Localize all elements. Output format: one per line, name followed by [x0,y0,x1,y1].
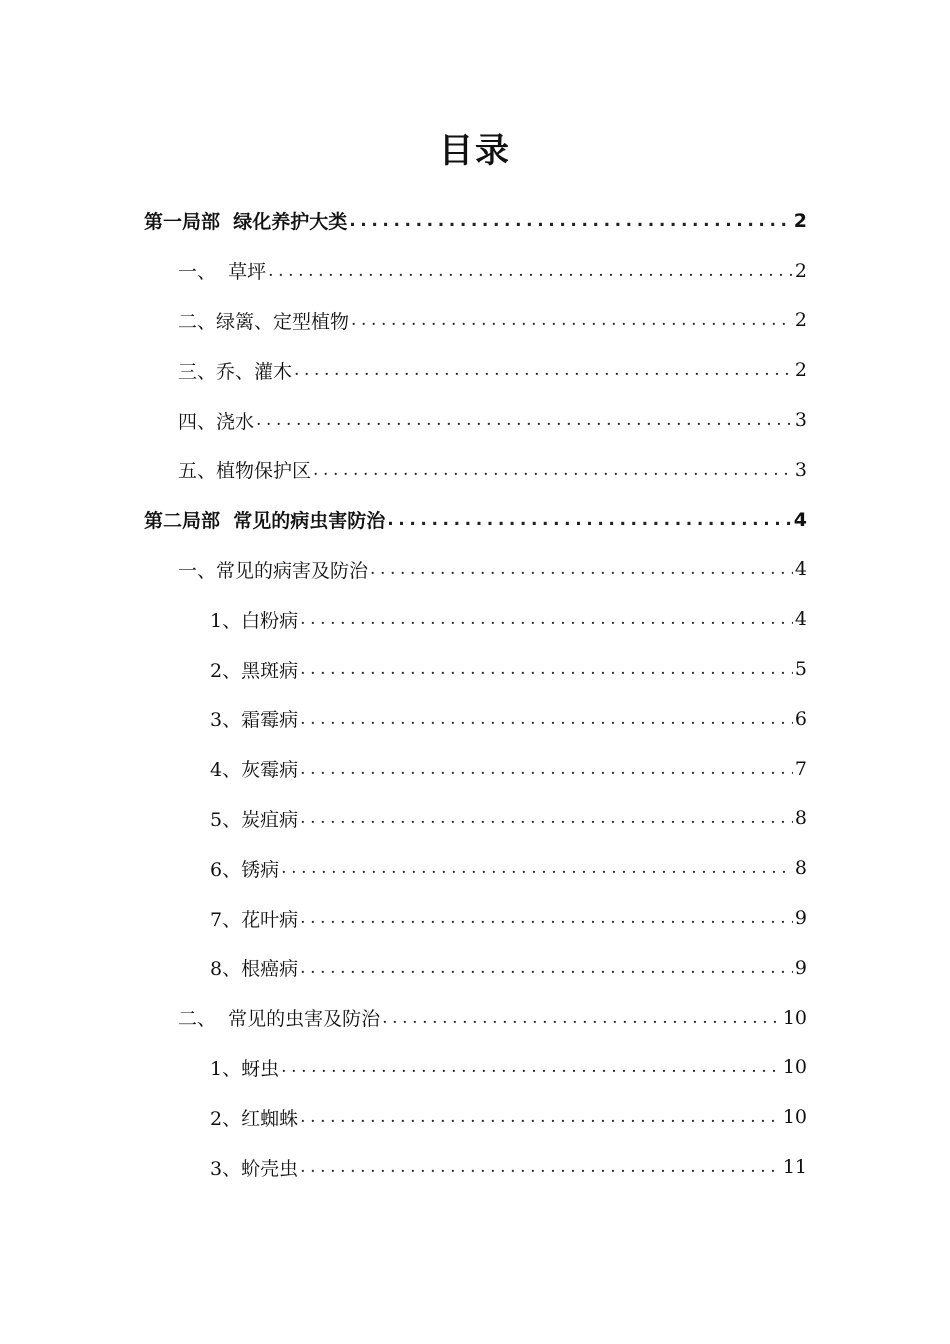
toc-entry[interactable] [0,993,950,1043]
toc-list [0,196,950,1192]
toc-entry-leader [300,908,793,928]
toc-entry-leader [294,360,793,380]
toc-entry[interactable] [0,1043,950,1093]
toc-entry-page: 10 [782,1056,807,1079]
toc-entry-page: 4 [793,508,807,531]
toc-entry[interactable] [0,794,950,844]
toc-entry-page: 5 [794,658,807,681]
toc-entry-leader [300,958,793,978]
toc-entry[interactable] [0,495,950,545]
toc-entry-label: 8、根癌病 [210,958,299,981]
toc-entry-label: 6、锈病 [210,858,280,881]
toc-entry[interactable] [0,893,950,943]
toc-entry-page: 4 [794,558,807,581]
toc-entry-leader [300,659,793,679]
toc-entry-label: 一、常见的病害及防治 [178,559,369,582]
toc-entry[interactable] [0,644,950,694]
toc-entry-leader [300,808,793,828]
toc-entry-leader [300,1157,781,1177]
toc-entry-leader [281,1057,781,1077]
toc-entry-page: 9 [794,907,807,930]
toc-entry[interactable] [0,545,950,595]
toc-entry-leader [256,410,793,430]
toc-entry-leader [351,310,793,330]
toc-entry[interactable] [0,843,950,893]
toc-entry-label: 3、蚧壳虫 [210,1157,299,1180]
toc-entry-page: 8 [794,857,807,880]
toc-entry[interactable] [0,1142,950,1192]
toc-entry[interactable] [0,1092,950,1142]
toc-entry-page: 2 [794,259,807,282]
toc-entry-page: 3 [794,409,807,432]
toc-entry-page: 8 [794,807,807,830]
toc-entry-page: 2 [794,309,807,332]
toc-entry-leader [300,1107,781,1127]
toc-entry-page: 7 [794,757,807,780]
toc-entry-label: 2、红蜘蛛 [210,1107,299,1130]
toc-entry-leader [370,559,793,579]
toc-entry-label: 5、炭疽病 [210,808,299,831]
toc-entry-label: 二、绿篱、定型植物 [178,310,350,333]
toc-entry-page: 2 [794,359,807,382]
toc-entry-label: 四、浇水 [178,410,255,433]
toc-entry-page: 10 [782,1106,807,1129]
toc-entry[interactable] [0,395,950,445]
toc-entry-page: 4 [794,608,807,631]
toc-entry-label: 4、灰霉病 [210,759,299,782]
toc-entry-leader [300,609,793,629]
toc-entry-label: 五、植物保护区 [178,460,312,483]
toc-entry[interactable] [0,943,950,993]
toc-entry-leader [382,1008,781,1028]
toc-entry-label: 一、 草坪 [178,261,267,284]
toc-entry-page: 11 [782,1156,807,1179]
toc-entry-label: 1、白粉病 [210,609,299,632]
toc-entry-leader [268,261,793,281]
toc-entry[interactable] [0,594,950,644]
toc-entry-page: 6 [794,707,807,730]
toc-entry-leader [300,709,793,729]
toc-entry-page: 3 [794,458,807,481]
toc-entry-label: 3、霜霉病 [210,709,299,732]
toc-entry-leader [281,858,793,878]
toc-entry-page: 9 [794,956,807,979]
toc-title: 目录 [439,131,511,171]
toc-entry-leader [300,759,793,779]
toc-entry[interactable] [0,196,950,246]
toc-entry-page: 2 [793,209,807,232]
toc-entry[interactable] [0,445,950,495]
toc-entry-label: 2、黑斑病 [210,659,299,682]
toc-entry[interactable] [0,744,950,794]
toc-entry[interactable] [0,296,950,346]
toc-entry[interactable] [0,345,950,395]
toc-entry-label: 三、乔、灌木 [178,360,293,383]
toc-entry[interactable] [0,694,950,744]
toc-entry-leader [313,460,793,480]
toc-entry-label: 二、 常见的虫害及防治 [178,1008,381,1031]
toc-entry-page: 10 [782,1006,807,1029]
toc-entry-leader [387,510,792,530]
toc-entry-label: 第二局部 常见的病虫害防治 [144,510,386,533]
toc-entry-label: 7、花叶病 [210,908,299,931]
toc-entry[interactable] [0,246,950,296]
toc-entry-label: 第一局部 绿化养护大类 [144,211,348,234]
toc-entry-leader [349,211,792,231]
toc-entry-label: 1、蚜虫 [210,1057,280,1080]
